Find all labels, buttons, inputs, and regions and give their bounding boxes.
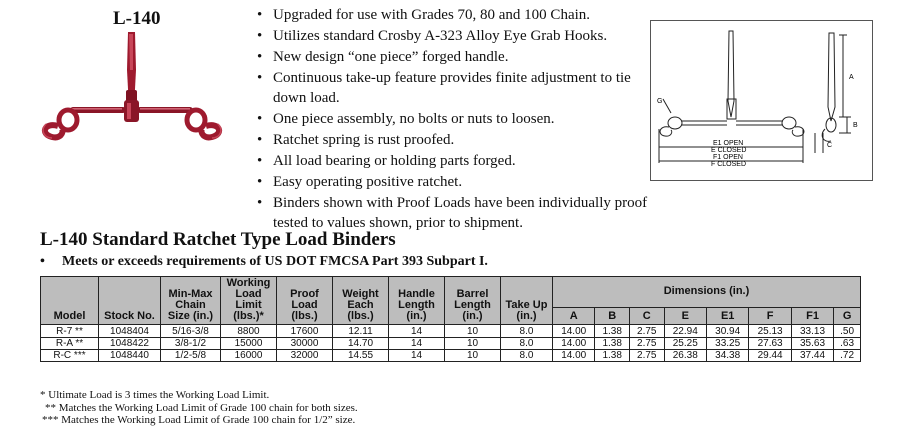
cell-weight: 14.55	[333, 350, 389, 362]
col-header-dim-b: B	[595, 308, 630, 325]
cell-wll: 8800	[221, 325, 277, 338]
col-header-dim-f1: F1	[791, 308, 833, 325]
left-grab-hook-icon	[43, 110, 77, 138]
cell-proof: 17600	[277, 325, 333, 338]
footnote: ** Matches the Working Load Limit of Grade 100 chain for both sizes.	[45, 401, 358, 414]
dim-label-f-closed: F CLOSED	[711, 161, 747, 168]
ratchet-binder-image	[30, 30, 235, 150]
cell-dim-g: .50	[834, 325, 861, 338]
cell-barrel: 10	[445, 350, 501, 362]
col-header-handle-length: Handle Length (in.)	[389, 277, 445, 325]
cell-dim-e1: 30.94	[706, 325, 748, 338]
binder-handle-icon	[124, 32, 139, 122]
col-header-dimensions: Dimensions (in.)	[553, 277, 861, 308]
cell-barrel: 10	[445, 338, 501, 350]
feature-item: • Easy operating positive ratchet.	[256, 172, 656, 192]
feature-item: • Binders shown with Proof Loads have been individually proof tested to values shown, prior to shipment.	[256, 193, 656, 233]
cell-proof: 30000	[277, 338, 333, 350]
col-header-dim-e1: E1	[706, 308, 748, 325]
col-header-dim-e: E	[664, 308, 706, 325]
feature-item: • One piece assembly, no bolts or nuts to loosen.	[256, 109, 656, 129]
cell-dim-e: 26.38	[664, 350, 706, 362]
dimension-diagram	[650, 20, 873, 181]
dim-label-g: G	[657, 98, 663, 105]
footnote: *** Matches the Working Load Limit of Grade 100 chain for 1/2” size.	[42, 414, 356, 426]
feature-item: • All load bearing or holding parts forged.	[256, 151, 656, 171]
col-header-proof-load: Proof Load (lbs.)	[277, 277, 333, 325]
footnotes	[40, 389, 358, 427]
specifications-table	[40, 276, 861, 362]
cell-dim-f: 29.44	[749, 350, 791, 362]
table-row	[41, 350, 861, 362]
dot-compliance-bullet	[40, 254, 488, 270]
cell-dim-f1: 37.44	[791, 350, 833, 362]
cell-model: R-A **	[41, 338, 99, 350]
col-header-wll: Working Load Limit (lbs.)*	[221, 277, 277, 325]
cell-chain: 5/16-3/8	[161, 325, 221, 338]
cell-dim-a: 14.00	[553, 350, 595, 362]
col-header-weight: Weight Each (lbs.)	[333, 277, 389, 325]
col-header-dim-a: A	[553, 308, 595, 325]
binder-dimension-drawing-icon	[651, 21, 872, 180]
cell-dim-e: 25.25	[664, 338, 706, 350]
feature-list	[256, 5, 656, 234]
col-header-barrel-length: Barrel Length (in.)	[445, 277, 501, 325]
cell-dim-g: .72	[834, 350, 861, 362]
cell-dim-f1: 33.13	[791, 325, 833, 338]
cell-proof: 32000	[277, 350, 333, 362]
cell-dim-b: 1.38	[595, 325, 630, 338]
cell-dim-c: 2.75	[629, 325, 664, 338]
cell-wll: 15000	[221, 338, 277, 350]
table-row	[41, 325, 861, 338]
cell-dim-e: 22.94	[664, 325, 706, 338]
cell-weight: 14.70	[333, 338, 389, 350]
feature-item: • Upgraded for use with Grades 70, 80 and 100 Chain.	[256, 5, 656, 25]
cell-dim-a: 14.00	[553, 338, 595, 350]
dim-label-e-closed: E CLOSED	[711, 147, 747, 154]
bullet-icon: •	[40, 254, 45, 269]
feature-item: • Ratchet spring is rust proofed.	[256, 130, 656, 150]
cell-model: R-7 **	[41, 325, 99, 338]
col-header-dim-g: G	[834, 308, 861, 325]
dim-label-b: B	[853, 122, 858, 129]
cell-dim-e1: 34.38	[706, 350, 748, 362]
cell-dim-a: 14.00	[553, 325, 595, 338]
cell-wll: 16000	[221, 350, 277, 362]
cell-stock: 1048440	[99, 350, 161, 362]
cell-chain: 1/2-5/8	[161, 350, 221, 362]
cell-stock: 1048422	[99, 338, 161, 350]
cell-dim-c: 2.75	[629, 350, 664, 362]
cell-dim-f: 27.63	[749, 338, 791, 350]
cell-handle: 14	[389, 350, 445, 362]
cell-dim-b: 1.38	[595, 350, 630, 362]
right-grab-hook-icon	[187, 110, 221, 138]
cell-chain: 3/8-1/2	[161, 338, 221, 350]
model-label: L-140	[113, 8, 161, 29]
col-header-stock: Stock No.	[99, 277, 161, 325]
cell-weight: 12.11	[333, 325, 389, 338]
cell-barrel: 10	[445, 325, 501, 338]
dim-label-f1-open: F1 OPEN	[713, 154, 743, 161]
cell-dim-g: .63	[834, 338, 861, 350]
dim-label-e1-open: E1 OPEN	[713, 140, 744, 147]
cell-dim-e1: 33.25	[706, 338, 748, 350]
feature-item: • Continuous take-up feature provides finite adjustment to tie down load.	[256, 68, 656, 108]
feature-item: • Utilizes standard Crosby A-323 Alloy Eye Grab Hooks.	[256, 26, 656, 46]
cell-stock: 1048404	[99, 325, 161, 338]
section-title: L-140 Standard Ratchet Type Load Binders	[40, 229, 396, 250]
col-header-model: Model	[41, 277, 99, 325]
compliance-text: Meets or exceeds requirements of US DOT FMCSA Part 393 Subpart I.	[62, 254, 488, 269]
col-header-dim-f: F	[749, 308, 791, 325]
cell-takeup: 8.0	[501, 338, 553, 350]
col-header-take-up: Take Up (in.)	[501, 277, 553, 325]
col-header-dim-c: C	[629, 308, 664, 325]
dim-label-c: C	[827, 142, 833, 149]
cell-dim-f1: 35.63	[791, 338, 833, 350]
dim-label-a: A	[849, 74, 854, 81]
footnote: * Ultimate Load is 3 times the Working Load Limit.	[40, 389, 270, 401]
cell-model: R-C ***	[41, 350, 99, 362]
table-row	[41, 338, 861, 350]
cell-dim-f: 25.13	[749, 325, 791, 338]
cell-handle: 14	[389, 338, 445, 350]
cell-takeup: 8.0	[501, 350, 553, 362]
cell-handle: 14	[389, 325, 445, 338]
cell-dim-c: 2.75	[629, 338, 664, 350]
feature-item: • New design “one piece” forged handle.	[256, 47, 656, 67]
cell-takeup: 8.0	[501, 325, 553, 338]
col-header-chain-size: Min-Max Chain Size (in.)	[161, 277, 221, 325]
cell-dim-b: 1.38	[595, 338, 630, 350]
